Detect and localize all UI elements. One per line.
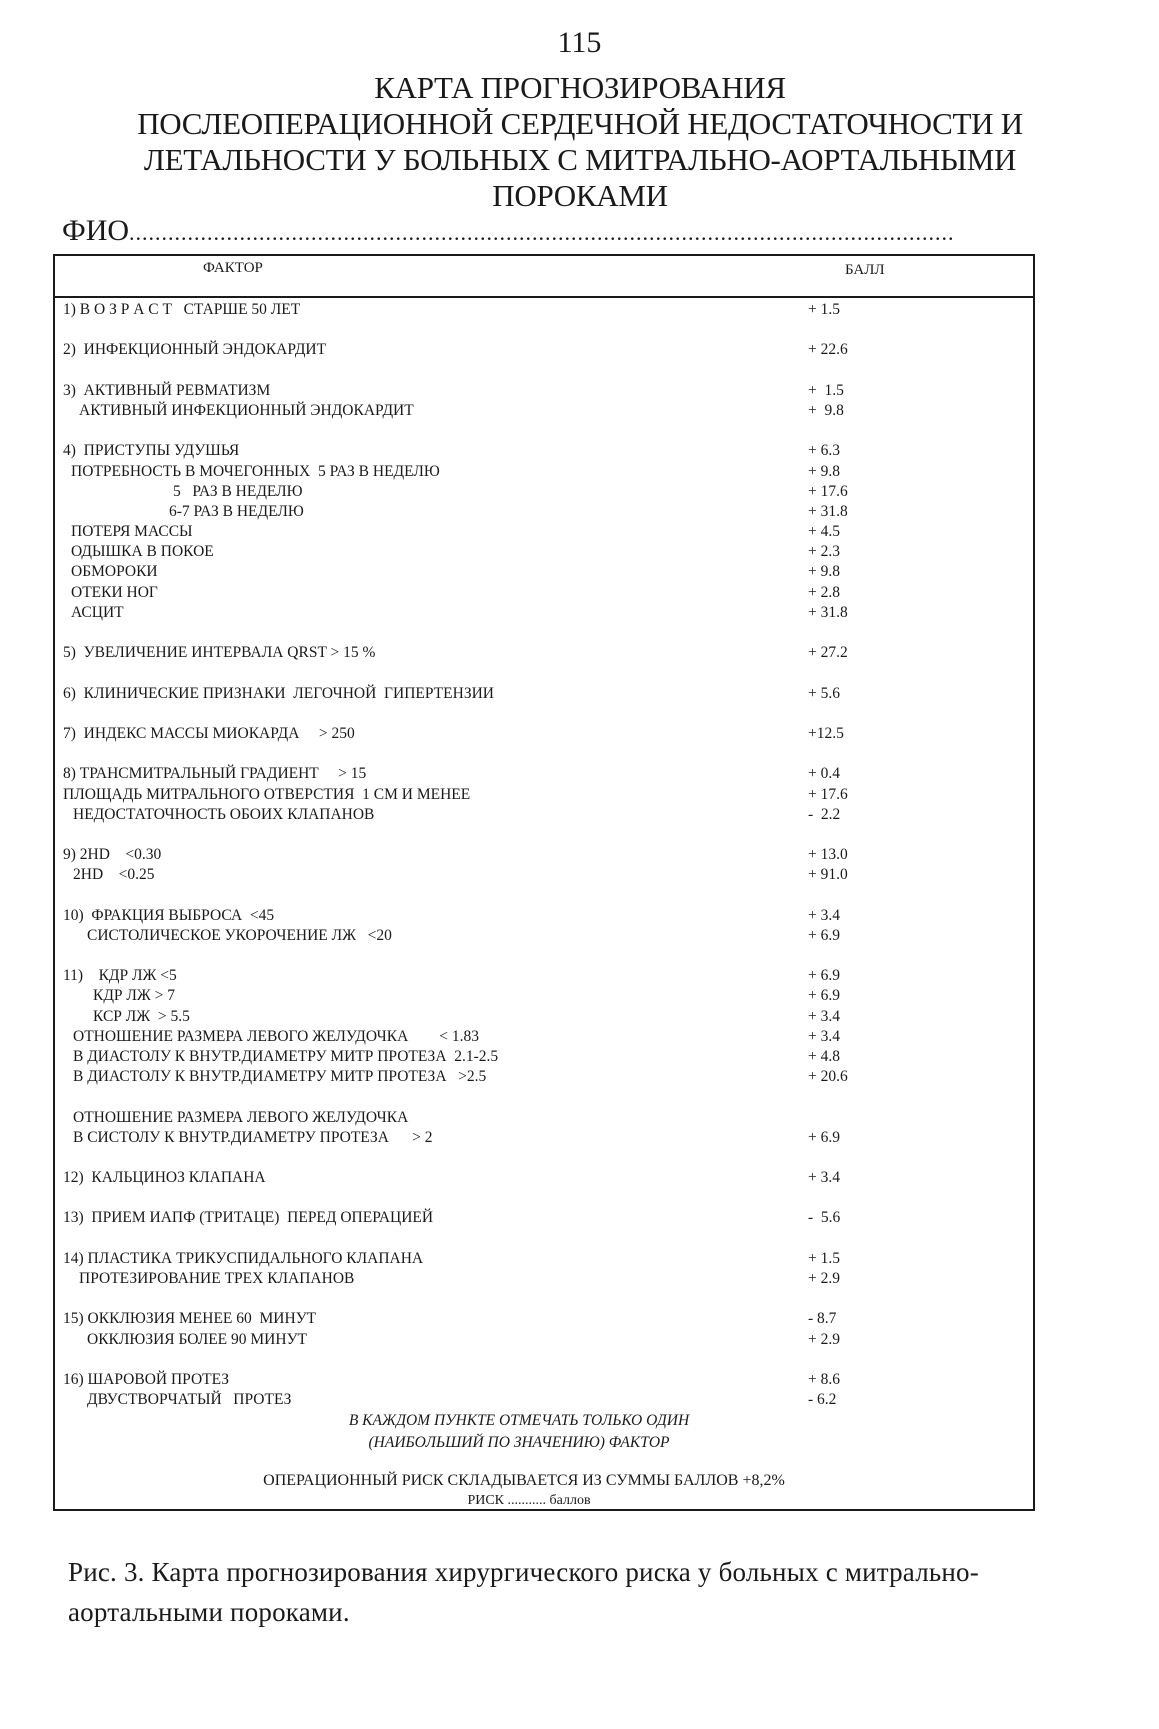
factor-row	[55, 482, 1033, 502]
factor-label: 7) ИНДЕКС МАССЫ МИОКАРДА > 250	[63, 724, 355, 742]
factor-score: + 27.2	[808, 644, 848, 662]
factor-score: + 31.8	[808, 502, 848, 520]
factor-label: ДВУСТВОРЧАТЫЙ ПРОТЕЗ	[87, 1391, 292, 1409]
factor-row	[55, 1168, 1033, 1188]
factor-score: - 5.6	[808, 1209, 841, 1227]
group-spacer	[55, 744, 1033, 764]
factor-row	[55, 603, 1033, 623]
figure-caption: Рис. 3. Карта прогнозирования хирургического риска у больных с митрально-аортальными пороками.	[68, 1557, 979, 1627]
factor-score: + 9.8	[808, 462, 840, 480]
factor-score: - 8.7	[808, 1310, 837, 1328]
group-spacer	[55, 1188, 1033, 1208]
factor-label: СИСТОЛИЧЕСКОЕ УКОРОЧЕНИЕ ЛЖ <20	[87, 926, 392, 944]
factor-label: ОТНОШЕНИЕ РАЗМЕРА ЛЕВОГО ЖЕЛУДОЧКА	[73, 1108, 409, 1126]
factor-label: ОККЛЮЗИЯ БОЛЕЕ 90 МИНУТ	[87, 1330, 308, 1348]
factor-row	[55, 684, 1033, 704]
group-spacer	[55, 623, 1033, 643]
factor-label: НЕДОСТАТОЧНОСТЬ ОБОИХ КЛАПАНОВ	[73, 805, 375, 823]
factor-label: 15) ОККЛЮЗИЯ МЕНЕЕ 60 МИНУТ	[63, 1310, 317, 1328]
factor-row	[55, 381, 1033, 401]
factor-row	[55, 1027, 1033, 1047]
group-spacer	[55, 1229, 1033, 1249]
total-risk-line: ОПЕРАЦИОННЫЙ РИСК СКЛАДЫВАЕТСЯ ИЗ СУММЫ БАЛЛОВ +8,2%	[263, 1472, 785, 1490]
factor-label: 3) АКТИВНЫЙ РЕВМАТИЗМ	[63, 381, 271, 399]
group-spacer	[55, 825, 1033, 845]
factor-label: 14) ПЛАСТИКА ТРИКУСПИДАЛЬНОГО КЛАПАНА	[63, 1249, 424, 1267]
factor-score: + 1.5	[808, 381, 844, 399]
group-spacer	[55, 1087, 1033, 1107]
factor-score: + 3.4	[808, 1027, 840, 1045]
factor-score: + 2.9	[808, 1270, 840, 1287]
factor-score: + 6.3	[808, 442, 840, 460]
group-spacer	[55, 1148, 1033, 1168]
factor-row	[55, 865, 1033, 885]
factor-label: 16) ШАРОВОЙ ПРОТЕЗ	[63, 1370, 230, 1388]
card-title	[60, 70, 1100, 214]
factor-score: + 4.5	[808, 523, 840, 541]
header-factor: ФАКТОР	[203, 260, 263, 276]
factor-score: + 1.5	[808, 1249, 840, 1267]
page-number: 115	[557, 26, 602, 59]
factor-label: 2HD <0.25	[73, 866, 155, 884]
table-header	[55, 256, 1033, 298]
factor-score: + 13.0	[808, 846, 848, 864]
factor-label: 11) КДР ЛЖ <5	[63, 967, 177, 985]
factor-row	[55, 1067, 1033, 1087]
factor-label: КДР ЛЖ > 7	[93, 987, 176, 1005]
factor-row	[55, 562, 1033, 582]
factor-label: 9) 2HD <0.30	[63, 846, 162, 864]
factor-label: 1) В О З Р А С Т СТАРШЕ 50 ЛЕТ	[63, 301, 301, 318]
factor-label: 13) ПРИЕМ ИАПФ (ТРИТАЦЕ) ПЕРЕД ОПЕРАЦИЕЙ	[63, 1209, 434, 1227]
factor-row	[55, 1269, 1033, 1289]
factor-label: В ДИАСТОЛУ К ВНУТР.ДИАМЕТРУ МИТР ПРОТЕЗА 2.1-2.5	[73, 1047, 499, 1065]
factor-score: + 3.4	[808, 906, 840, 924]
group-spacer	[55, 885, 1033, 905]
factor-score: - 2.2	[808, 805, 841, 823]
factor-row	[55, 926, 1033, 946]
factor-row	[55, 966, 1033, 986]
factor-row	[55, 805, 1033, 825]
group-spacer	[55, 421, 1033, 441]
factor-score: + 17.6	[808, 785, 848, 803]
factor-score: + 6.9	[808, 967, 840, 985]
factor-row	[55, 1370, 1033, 1390]
group-spacer	[55, 1289, 1033, 1309]
factor-score: + 0.4	[808, 765, 840, 783]
factor-score: + 2.8	[808, 583, 840, 601]
title-line: ЛЕТАЛЬНОСТИ У БОЛЬНЫХ С МИТРАЛЬНО-АОРТАЛЬНЫМИ	[143, 142, 1017, 177]
factor-row	[55, 300, 1033, 320]
fio-label: ФИО	[62, 214, 130, 247]
factor-label: ОТЕКИ НОГ	[71, 583, 158, 601]
factor-score: + 4.8	[808, 1047, 840, 1065]
factor-score: + 1.5	[808, 301, 840, 318]
factor-row	[55, 906, 1033, 926]
factor-row	[55, 542, 1033, 562]
group-spacer	[55, 1350, 1033, 1370]
factor-label: АСЦИТ	[71, 603, 124, 621]
factor-row	[55, 764, 1033, 784]
factor-score: + 6.9	[808, 987, 840, 1005]
factor-label: 5) УВЕЛИЧЕНИЕ ИНТЕРВАЛА QRST > 15 %	[63, 644, 376, 662]
factor-score: + 6.9	[808, 926, 840, 944]
factor-label: ПЛОЩАДЬ МИТРАЛЬНОГО ОТВЕРСТИЯ 1 СМ И МЕНЕЕ	[63, 785, 471, 803]
factor-score: + 5.6	[808, 684, 840, 702]
factor-score: + 9.8	[808, 563, 840, 581]
factor-row	[55, 522, 1033, 542]
factor-row	[55, 1390, 1033, 1410]
factor-score: + 22.6	[808, 341, 848, 359]
factor-score: + 91.0	[808, 866, 848, 884]
risk-line: РИСК ........... баллов	[467, 1493, 591, 1509]
factor-row	[55, 986, 1033, 1006]
factor-score: - 6.2	[808, 1391, 837, 1409]
note-line: В КАЖДОМ ПУНКТЕ ОТМЕЧАТЬ ТОЛЬКО ОДИН	[348, 1412, 690, 1430]
factor-row	[55, 441, 1033, 461]
factor-score: + 17.6	[808, 482, 848, 500]
group-spacer	[55, 946, 1033, 966]
factor-row	[55, 1249, 1033, 1269]
factor-row	[55, 785, 1033, 805]
factor-label: 10) ФРАКЦИЯ ВЫБРОСА <45	[63, 906, 275, 924]
fio-field	[62, 214, 1030, 248]
risk-card	[53, 254, 1035, 1511]
factor-list	[55, 298, 1033, 1410]
factor-row	[55, 1330, 1033, 1350]
factor-label: 8) ТРАНСМИТРАЛЬНЫЙ ГРАДИЕНТ > 15	[63, 765, 367, 783]
factor-label: 12) КАЛЬЦИНОЗ КЛАПАНА	[63, 1169, 266, 1187]
factor-score: + 2.3	[808, 543, 840, 561]
factor-score: + 6.9	[808, 1128, 840, 1146]
factor-row	[55, 845, 1033, 865]
factor-score: + 9.8	[808, 401, 844, 419]
factor-row	[55, 583, 1033, 603]
factor-row	[55, 1108, 1033, 1128]
factor-row	[55, 724, 1033, 744]
factor-label: 6-7 РАЗ В НЕДЕЛЮ	[169, 502, 304, 520]
factor-row	[55, 502, 1033, 522]
factor-label: 2) ИНФЕКЦИОННЫЙ ЭНДОКАРДИТ	[63, 341, 327, 359]
factor-score: +12.5	[808, 724, 844, 742]
factor-label: В ДИАСТОЛУ К ВНУТР.ДИАМЕТРУ МИТР ПРОТЕЗА >2.5	[73, 1068, 487, 1086]
note-line: (НАИБОЛЬШИЙ ПО ЗНАЧЕНИЮ) ФАКТОР	[368, 1434, 670, 1452]
group-spacer	[55, 361, 1033, 381]
factor-label: 4) ПРИСТУПЫ УДУШЬЯ	[63, 442, 240, 460]
factor-score: + 8.6	[808, 1370, 840, 1388]
factor-row	[55, 1007, 1033, 1027]
factor-score: + 2.9	[808, 1330, 840, 1348]
factor-label: ПРОТЕЗИРОВАНИЕ ТРЕХ КЛАПАНОВ	[79, 1270, 355, 1287]
factor-label: 6) КЛИНИЧЕСКИЕ ПРИЗНАКИ ЛЕГОЧНОЙ ГИПЕРТЕНЗИИ	[63, 684, 494, 702]
factor-row	[55, 1047, 1033, 1067]
factor-row	[55, 643, 1033, 663]
factor-label: В СИСТОЛУ К ВНУТР.ДИАМЕТРУ ПРОТЕЗА > 2	[73, 1128, 433, 1146]
factor-label: ПОТРЕБНОСТЬ В МОЧЕГОННЫХ 5 РАЗ В НЕДЕЛЮ	[71, 462, 440, 480]
instruction-note	[55, 1410, 1033, 1454]
fio-dots: ...............................................................................................................................	[129, 220, 955, 245]
factor-row	[55, 462, 1033, 482]
group-spacer	[55, 663, 1033, 683]
factor-row	[55, 401, 1033, 421]
factor-score: + 3.4	[808, 1007, 840, 1025]
factor-label: ОДЫШКА В ПОКОЕ	[71, 543, 214, 561]
factor-label: ОБМОРОКИ	[71, 563, 158, 581]
factor-label: КСР ЛЖ > 5.5	[93, 1007, 190, 1025]
factor-label: ПОТЕРЯ МАССЫ	[71, 523, 193, 541]
title-line: ПОРОКАМИ	[492, 178, 668, 213]
factor-row	[55, 340, 1033, 360]
factor-row	[55, 1309, 1033, 1329]
group-spacer	[55, 704, 1033, 724]
title-line: ПОСЛЕОПЕРАЦИОННОЙ СЕРДЕЧНОЙ НЕДОСТАТОЧНОСТИ И	[137, 106, 1023, 141]
factor-label: ОТНОШЕНИЕ РАЗМЕРА ЛЕВОГО ЖЕЛУДОЧКА < 1.83	[73, 1027, 480, 1045]
factor-score: + 31.8	[808, 603, 848, 621]
title-line: КАРТА ПРОГНОЗИРОВАНИЯ	[374, 70, 786, 105]
factor-row	[55, 1128, 1033, 1148]
factor-label: 5 РАЗ В НЕДЕЛЮ	[173, 482, 303, 500]
factor-label: АКТИВНЫЙ ИНФЕКЦИОННЫЙ ЭНДОКАРДИТ	[79, 401, 414, 419]
group-spacer	[55, 320, 1033, 340]
factor-row	[55, 1208, 1033, 1228]
factor-score: + 3.4	[808, 1169, 840, 1187]
header-score: БАЛЛ	[845, 262, 885, 278]
factor-score: + 20.6	[808, 1068, 848, 1086]
